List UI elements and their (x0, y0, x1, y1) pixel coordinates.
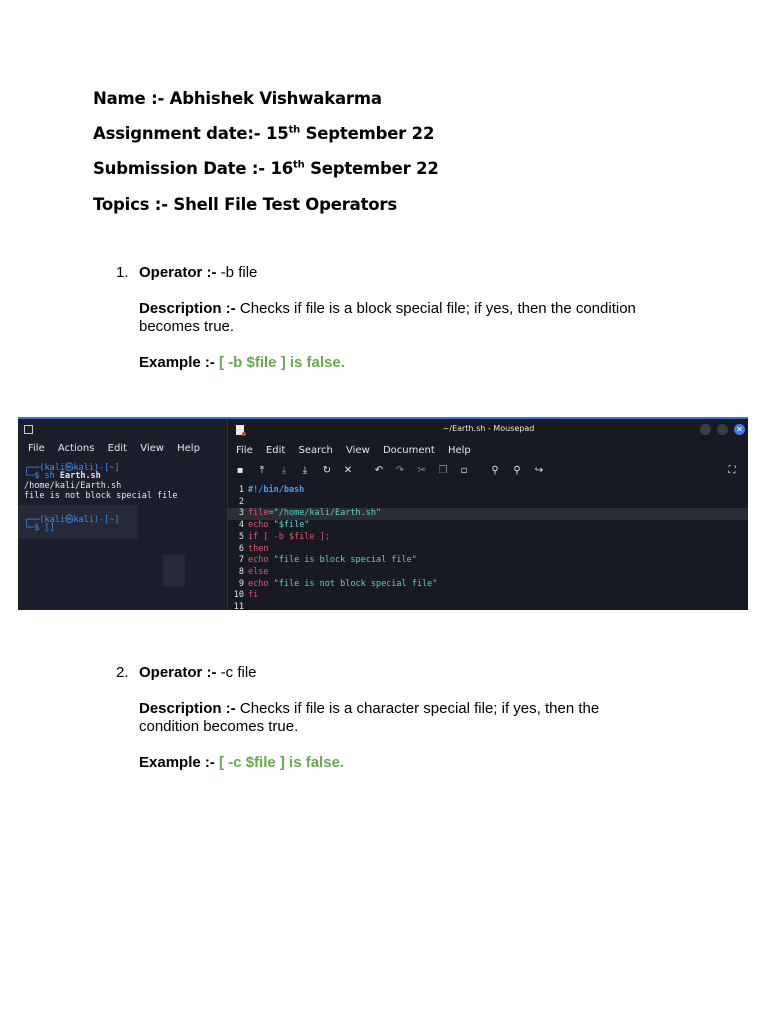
editor-menu-search[interactable]: Search (298, 445, 333, 456)
fullscreen-icon[interactable]: ⛶ (728, 465, 736, 476)
cut-icon[interactable]: ✂ (417, 465, 427, 476)
terminal-menu (28, 443, 210, 454)
terminal-icon (24, 425, 33, 434)
file-ghost-icon (163, 555, 185, 587)
code-line: 5 if [ -b $file ]; (238, 531, 330, 542)
new-file-icon[interactable]: ▪ (236, 465, 244, 476)
maximize-button[interactable] (717, 424, 728, 435)
code-line: 4 echo "$file" (238, 520, 310, 531)
terminal-menu-help[interactable]: Help (177, 443, 200, 454)
terminal-editor-screenshot (18, 417, 748, 610)
editor-menu-document[interactable]: Document (382, 445, 435, 456)
editor-title: ~/Earth.sh - Mousepad (442, 424, 535, 433)
find-replace-icon[interactable]: ⚲ (513, 465, 521, 476)
open-icon[interactable]: ⤒ (259, 465, 265, 476)
paste-icon[interactable]: ▫ (460, 465, 468, 476)
close-button[interactable]: ✕ (734, 424, 745, 435)
save-icon[interactable]: ⤓ (281, 465, 287, 476)
terminal-menu-edit[interactable]: Edit (107, 443, 128, 454)
code-line: 6 then (238, 543, 269, 554)
code-line: 10 fi (233, 590, 259, 601)
editor-menu-file[interactable]: File (236, 445, 253, 456)
code-line-current: 3 file="/home/kali/Earth.sh" (228, 508, 748, 520)
operator-line: Operator :- -c file (139, 664, 257, 681)
description-line: Description :- Checks if file is a block special file; if yes, then the condition becomes true. (139, 300, 636, 335)
terminal-menu-file[interactable]: File (28, 443, 45, 454)
editor-menu-help[interactable]: Help (447, 445, 471, 456)
minimize-button[interactable] (700, 424, 711, 435)
editor-menu-view[interactable]: View (346, 445, 370, 456)
assignment-date: Assignment date:- 15th September 22 (93, 124, 435, 143)
code-line: 8 else (238, 566, 269, 577)
terminal-menu-view[interactable]: View (140, 443, 164, 454)
undo-icon[interactable]: ↶ (374, 465, 384, 476)
copy-icon[interactable]: ❐ (438, 465, 448, 476)
code-line: 11 (233, 602, 244, 610)
terminal-command: └─$ sh Earth.sh (24, 471, 101, 481)
editor-menu (236, 445, 481, 456)
redo-icon[interactable]: ↷ (395, 465, 405, 476)
mousepad-window (227, 419, 748, 610)
item-number: 1. (116, 264, 129, 281)
submission-date: Submission Date :- 16th September 22 (93, 159, 439, 178)
item-number: 2. (116, 664, 129, 681)
code-line: 7 echo "file is block special file" (238, 555, 417, 566)
terminal-output-path: /home/kali/Earth.sh (24, 481, 122, 491)
find-icon[interactable]: ⚲ (491, 465, 499, 476)
topics-line: Topics :- Shell File Test Operators (93, 195, 397, 214)
terminal-menu-actions[interactable]: Actions (57, 443, 95, 454)
goto-icon[interactable]: ↪ (534, 465, 544, 476)
example-line: Example :- [ -c $file ] is false. (139, 754, 345, 771)
editor-menu-edit[interactable]: Edit (265, 445, 286, 456)
terminal-prompt-2: ┌──(kali㉿kali)-[~] (24, 515, 120, 525)
close-tab-icon[interactable]: ✕ (343, 465, 353, 476)
code-line: 9 echo "file is not block special file" (238, 578, 438, 589)
operator-line: Operator :- -b file (139, 264, 258, 281)
terminal-prompt: ┌──(kali㉿kali)-[~] (24, 463, 120, 473)
example-line: Example :- [ -b $file ] is false. (139, 354, 345, 371)
save-as-icon[interactable]: ⤓ (302, 465, 308, 476)
code-line: 2 (238, 496, 244, 507)
name-line: Name :- Abhishek Vishwakarma (93, 89, 382, 108)
terminal-cursor-line[interactable]: └─$ [] (24, 523, 55, 533)
reload-icon[interactable]: ↻ (322, 465, 332, 476)
terminal-window (18, 419, 227, 610)
description-line: Description :- Checks if file is a character special file; if yes, then the condition becomes true. (139, 700, 600, 735)
code-line: 1 #!/bin/bash (238, 485, 305, 495)
terminal-output-result: file is not block special file (24, 491, 178, 501)
